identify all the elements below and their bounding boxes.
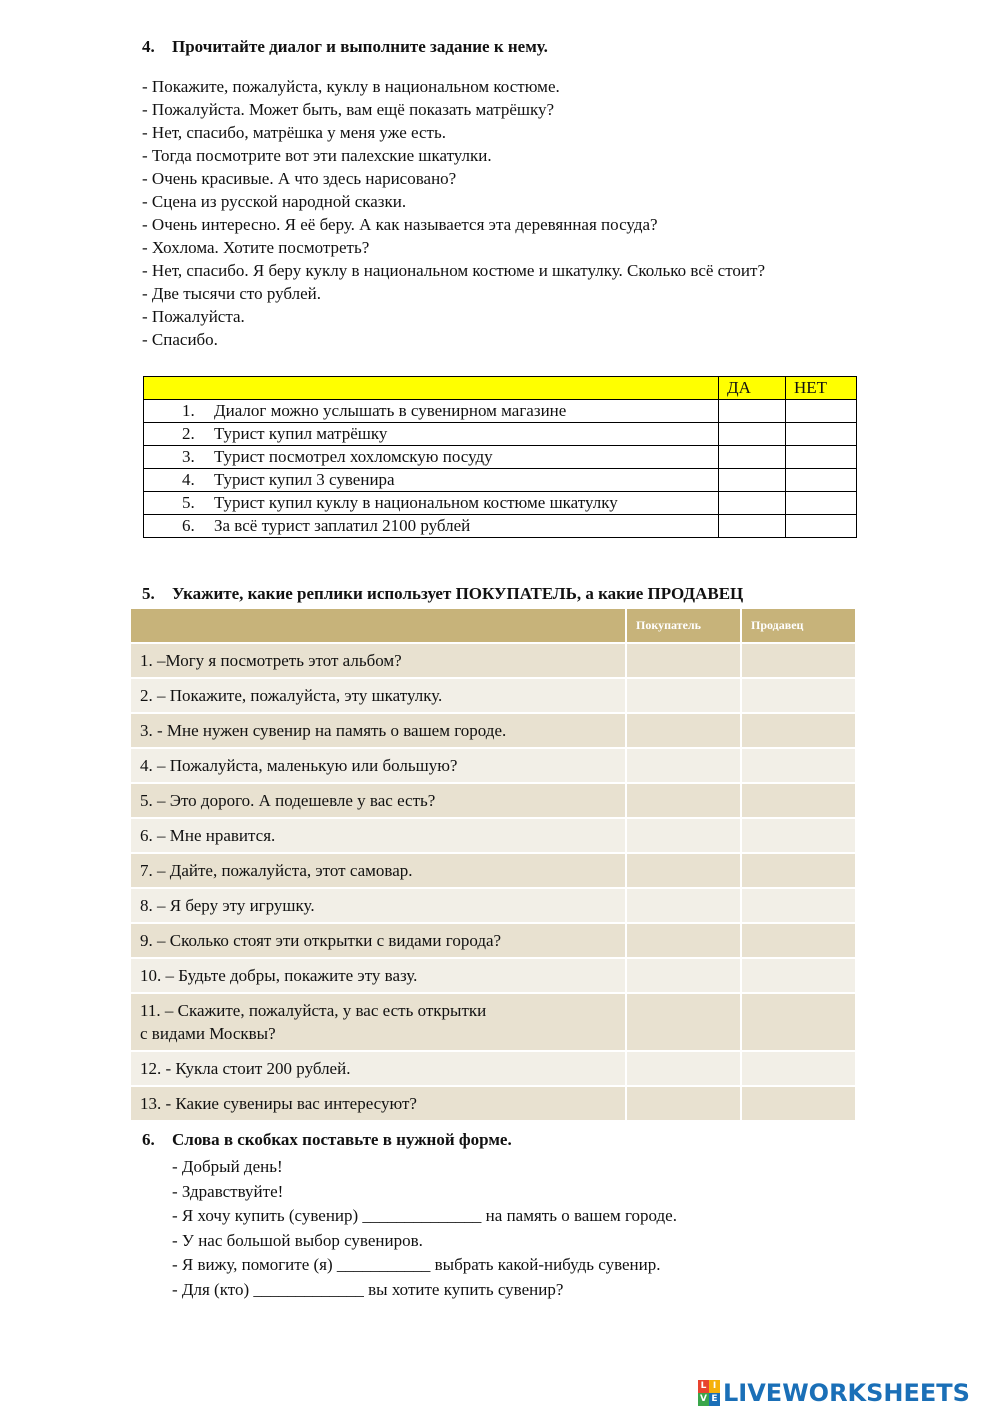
fill-line: - Добрый день! — [172, 1157, 283, 1176]
no-answer-cell[interactable] — [786, 423, 857, 446]
table-row — [131, 888, 855, 923]
logo-mark-letter: L — [698, 1380, 709, 1393]
phrase-cell: 3. - Мне нужен сувенир на память о вашем городе. — [131, 713, 626, 748]
liveworksheets-mark-icon — [698, 1380, 720, 1406]
dialog-line: - Сцена из русской народной сказки. — [142, 192, 407, 211]
task6-heading — [142, 1130, 512, 1150]
task4-heading — [142, 37, 548, 57]
statement-number: 1. — [182, 401, 195, 420]
task4-dialog — [142, 75, 765, 351]
table-row — [131, 1086, 855, 1121]
yes-answer-cell[interactable] — [719, 400, 786, 423]
statement-cell — [144, 469, 719, 492]
dialog-line: - Пожалуйста. — [142, 307, 245, 326]
header-blank-cell — [131, 609, 626, 643]
task6-number: 6. — [142, 1130, 155, 1149]
buyer-answer-cell[interactable] — [626, 853, 741, 888]
statement-cell — [144, 492, 719, 515]
statement-cell — [144, 446, 719, 469]
buyer-answer-cell[interactable] — [626, 713, 741, 748]
buyer-answer-cell[interactable] — [626, 748, 741, 783]
buyer-seller-header — [131, 609, 855, 643]
phrase-cell: 11. – Скажите, пожалуйста, у вас есть открытки с видами Москвы? — [131, 993, 626, 1051]
col-yes-header: ДА — [719, 377, 786, 400]
logo-mark-letter: I — [709, 1380, 720, 1393]
fill-line: - У нас большой выбор сувениров. — [172, 1230, 423, 1250]
task4-number: 4. — [142, 37, 155, 56]
dialog-line: - Нет, спасибо. Я беру куклу в национальном костюме и шкатулку. Сколько всё стоит? — [142, 261, 765, 280]
fill-line: - Я хочу купить (сувенир) ______________ на память о вашем городе. — [172, 1206, 677, 1226]
logo-text: LIVEWORKSHEETS — [723, 1379, 970, 1407]
phrase-cell: 10. – Будьте добры, покажите эту вазу. — [131, 958, 626, 993]
col-seller-header: Продавец — [741, 609, 855, 643]
phrase-cell: 9. – Сколько стоят эти открытки с видами города? — [131, 923, 626, 958]
statement-cell — [144, 400, 719, 423]
phrase-cell: 5. – Это дорого. А подешевле у вас есть? — [131, 783, 626, 818]
statement-text: Турист купил 3 сувенира — [214, 470, 395, 489]
task5-title: Укажите, какие реплики использует ПОКУПАТЕЛЬ, а какие ПРОДАВЕЦ — [172, 584, 744, 603]
table-row — [131, 958, 855, 993]
dialog-line: - Спасибо. — [142, 330, 218, 349]
table-row — [131, 923, 855, 958]
logo-mark-letter: E — [709, 1393, 720, 1406]
seller-answer-cell[interactable] — [741, 853, 855, 888]
buyer-seller-table — [131, 609, 855, 1122]
seller-answer-cell[interactable] — [741, 958, 855, 993]
buyer-answer-cell[interactable] — [626, 678, 741, 713]
phrase-cell: 13. - Какие сувениры вас интересуют? — [131, 1086, 626, 1121]
buyer-answer-cell[interactable] — [626, 818, 741, 853]
phrase-cell: 2. – Покажите, пожалуйста, эту шкатулку. — [131, 678, 626, 713]
seller-answer-cell[interactable] — [741, 678, 855, 713]
seller-answer-cell[interactable] — [741, 993, 855, 1051]
statement-number: 5. — [182, 493, 195, 512]
true-false-header — [144, 377, 857, 400]
dialog-line: - Очень интересно. Я её беру. А как называется эта деревянная посуда? — [142, 215, 658, 234]
seller-answer-cell[interactable] — [741, 1051, 855, 1086]
table-row — [131, 678, 855, 713]
table-row — [144, 446, 857, 469]
buyer-answer-cell[interactable] — [626, 958, 741, 993]
yes-answer-cell[interactable] — [719, 423, 786, 446]
statement-cell — [144, 423, 719, 446]
dialog-line: - Хохлома. Хотите посмотреть? — [142, 238, 370, 257]
yes-answer-cell[interactable] — [719, 446, 786, 469]
buyer-answer-cell[interactable] — [626, 923, 741, 958]
statement-cell — [144, 515, 719, 538]
logo-mark-letter: V — [698, 1393, 709, 1406]
statement-text: Турист купил куклу в национальном костюме шкатулку — [214, 493, 618, 512]
seller-answer-cell[interactable] — [741, 713, 855, 748]
liveworksheets-logo — [698, 1378, 970, 1408]
task5-heading — [142, 584, 743, 604]
table-row — [144, 400, 857, 423]
seller-answer-cell[interactable] — [741, 1086, 855, 1121]
yes-answer-cell[interactable] — [719, 469, 786, 492]
phrase-cell: 8. – Я беру эту игрушку. — [131, 888, 626, 923]
buyer-answer-cell[interactable] — [626, 1086, 741, 1121]
table-row — [131, 1051, 855, 1086]
header-blank-cell — [144, 377, 719, 400]
buyer-answer-cell[interactable] — [626, 1051, 741, 1086]
table-row — [131, 748, 855, 783]
task5-number: 5. — [142, 584, 155, 603]
task6-title: Слова в скобках поставьте в нужной форме. — [172, 1130, 512, 1149]
statement-number: 2. — [182, 424, 195, 443]
table-row — [131, 783, 855, 818]
buyer-answer-cell[interactable] — [626, 993, 741, 1051]
dialog-line: - Тогда посмотрите вот эти палехские шкатулки. — [142, 146, 492, 165]
phrase-cell: 7. – Дайте, пожалуйста, этот самовар. — [131, 853, 626, 888]
seller-answer-cell[interactable] — [741, 643, 855, 678]
seller-answer-cell[interactable] — [741, 748, 855, 783]
statement-text: За всё турист заплатил 2100 рублей — [214, 516, 471, 535]
table-row — [144, 515, 857, 538]
seller-answer-cell[interactable] — [741, 888, 855, 923]
true-false-table — [143, 376, 857, 538]
dialog-line: - Две тысячи сто рублей. — [142, 284, 321, 303]
statement-number: 3. — [182, 447, 195, 466]
phrase-cell: 6. – Мне нравится. — [131, 818, 626, 853]
statement-text: Турист купил матрёшку — [214, 424, 388, 443]
task6-dialog — [172, 1155, 677, 1303]
dialog-line: - Нет, спасибо, матрёшка у меня уже есть. — [142, 123, 446, 142]
buyer-answer-cell[interactable] — [626, 783, 741, 818]
no-answer-cell[interactable] — [786, 492, 857, 515]
phrase-cell: 1. –Могу я посмотреть этот альбом? — [131, 643, 626, 678]
statement-number: 6. — [182, 516, 195, 535]
col-no-header: НЕТ — [786, 377, 857, 400]
no-answer-cell[interactable] — [786, 515, 857, 538]
statement-text: Турист посмотрел хохломскую посуду — [214, 447, 493, 466]
seller-answer-cell[interactable] — [741, 783, 855, 818]
seller-answer-cell[interactable] — [741, 923, 855, 958]
seller-answer-cell[interactable] — [741, 818, 855, 853]
phrase-cell: 12. - Кукла стоит 200 рублей. — [131, 1051, 626, 1086]
dialog-line: - Очень красивые. А что здесь нарисовано? — [142, 169, 457, 188]
yes-answer-cell[interactable] — [719, 492, 786, 515]
table-row — [131, 818, 855, 853]
fill-line: - Здравствуйте! — [172, 1181, 284, 1201]
dialog-line: - Покажите, пожалуйста, куклу в национальном костюме. — [142, 77, 560, 96]
buyer-answer-cell[interactable] — [626, 888, 741, 923]
fill-line: - Для (кто) _____________ вы хотите купить сувенир? — [172, 1279, 564, 1299]
task4-title: Прочитайте диалог и выполните задание к нему. — [172, 37, 548, 56]
no-answer-cell[interactable] — [786, 400, 857, 423]
table-row — [131, 713, 855, 748]
table-row — [144, 469, 857, 492]
table-row — [131, 853, 855, 888]
yes-answer-cell[interactable] — [719, 515, 786, 538]
table-row — [144, 492, 857, 515]
table-row — [131, 993, 855, 1051]
no-answer-cell[interactable] — [786, 446, 857, 469]
table-row — [144, 423, 857, 446]
phrase-cell: 4. – Пожалуйста, маленькую или большую? — [131, 748, 626, 783]
buyer-answer-cell[interactable] — [626, 643, 741, 678]
table-row — [131, 643, 855, 678]
dialog-line: - Пожалуйста. Может быть, вам ещё показать матрёшку? — [142, 100, 555, 119]
col-buyer-header: Покупатель — [626, 609, 741, 643]
fill-line: - Я вижу, помогите (я) ___________ выбрать какой-нибудь сувенир. — [172, 1255, 661, 1275]
statement-text: Диалог можно услышать в сувенирном магазине — [214, 401, 567, 420]
no-answer-cell[interactable] — [786, 469, 857, 492]
statement-number: 4. — [182, 470, 195, 489]
